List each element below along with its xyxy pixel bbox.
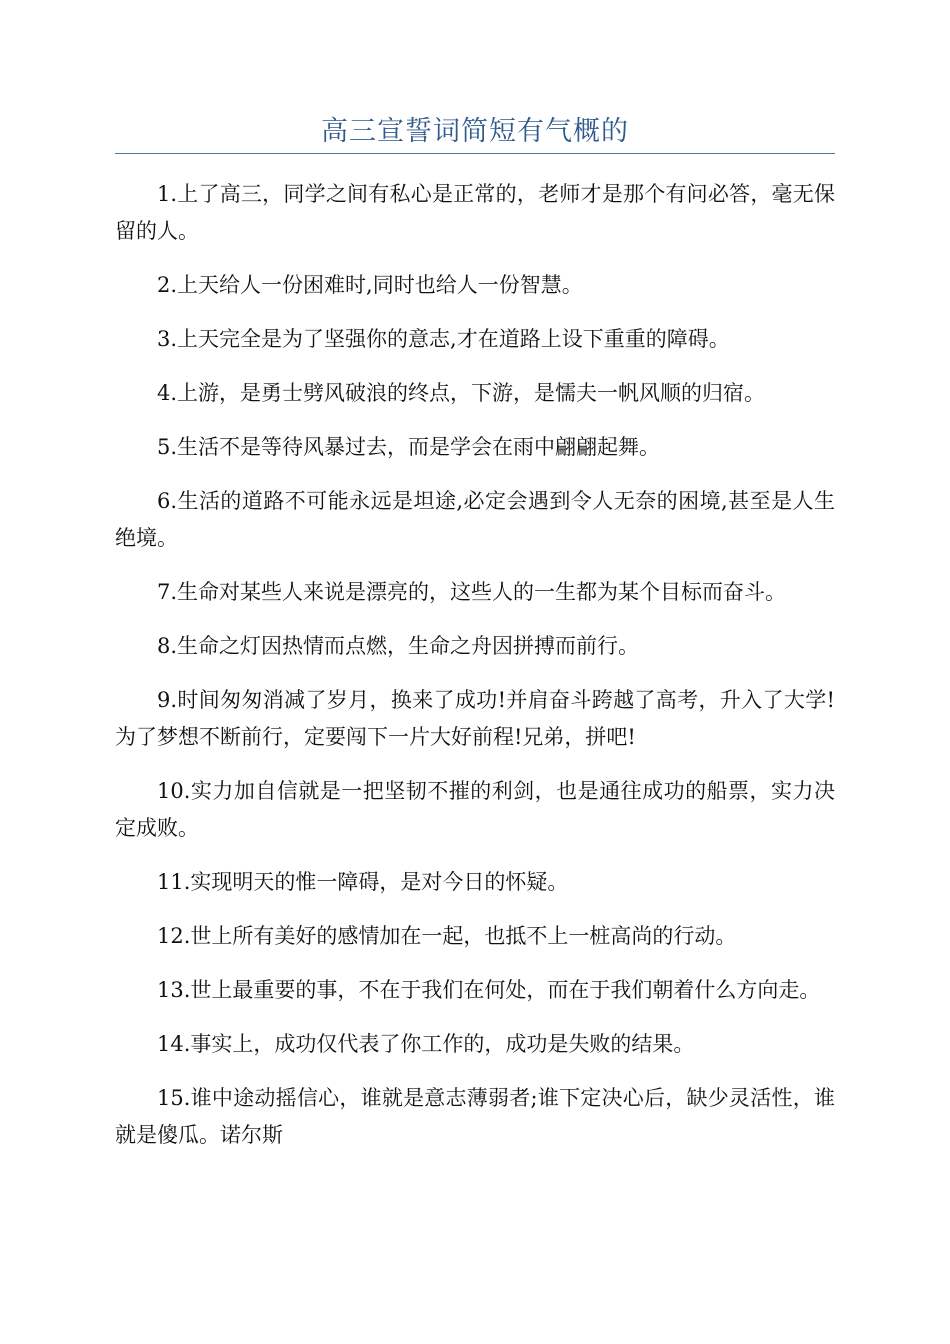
paragraph-15: 15.谁中途动摇信心，谁就是意志薄弱者;谁下定决心后，缺少灵活性，谁就是傻瓜。诺尔斯 <box>115 1086 835 1147</box>
document-body <box>115 176 835 1171</box>
document-title: 高三宣誓词简短有气概的 <box>321 116 629 147</box>
paragraph-13: 13.世上最重要的事，不在于我们在何处，而在于我们朝着什么方向走。 <box>157 978 821 1002</box>
paragraph-10: 10.实力加自信就是一把坚韧不摧的利剑，也是通往成功的船票，实力决定成败。 <box>115 779 835 840</box>
paragraph-7: 7.生命对某些人来说是漂亮的，这些人的一生都为某个目标而奋斗。 <box>157 580 787 604</box>
paragraph-5: 5.生活不是等待风暴过去，而是学会在雨中翩翩起舞。 <box>157 435 661 459</box>
paragraph-3: 3.上天完全是为了坚强你的意志,才在道路上设下重重的障碍。 <box>157 327 730 351</box>
paragraph-9: 9.时间匆匆消减了岁月，换来了成功!并肩奋斗跨越了高考，升入了大学!为了梦想不断前行，定要闯下一片大好前程!兄弟，拼吧! <box>115 688 835 749</box>
paragraph-12: 12.世上所有美好的感情加在一起，也抵不上一桩高尚的行动。 <box>157 924 737 948</box>
paragraph-8: 8.生命之灯因热情而点燃，生命之舟因拼搏而前行。 <box>157 634 640 658</box>
title-underline-divider <box>115 153 835 154</box>
paragraph-2: 2.上天给人一份困难时,同时也给人一份智慧。 <box>157 273 583 297</box>
paragraph-4: 4.上游，是勇士劈风破浪的终点，下游，是懦夫一帆风顺的归宿。 <box>157 381 766 405</box>
paragraph-6: 6.生活的道路不可能永远是坦途,必定会遇到令人无奈的困境,甚至是人生绝境。 <box>115 489 835 550</box>
paragraph-14: 14.事实上，成功仅代表了你工作的，成功是失败的结果。 <box>157 1032 695 1056</box>
paragraph-1: 1.上了高三，同学之间有私心是正常的，老师才是那个有问必答，毫无保留的人。 <box>115 182 835 243</box>
paragraph-11: 11.实现明天的惟一障碍，是对今日的怀疑。 <box>157 870 569 894</box>
